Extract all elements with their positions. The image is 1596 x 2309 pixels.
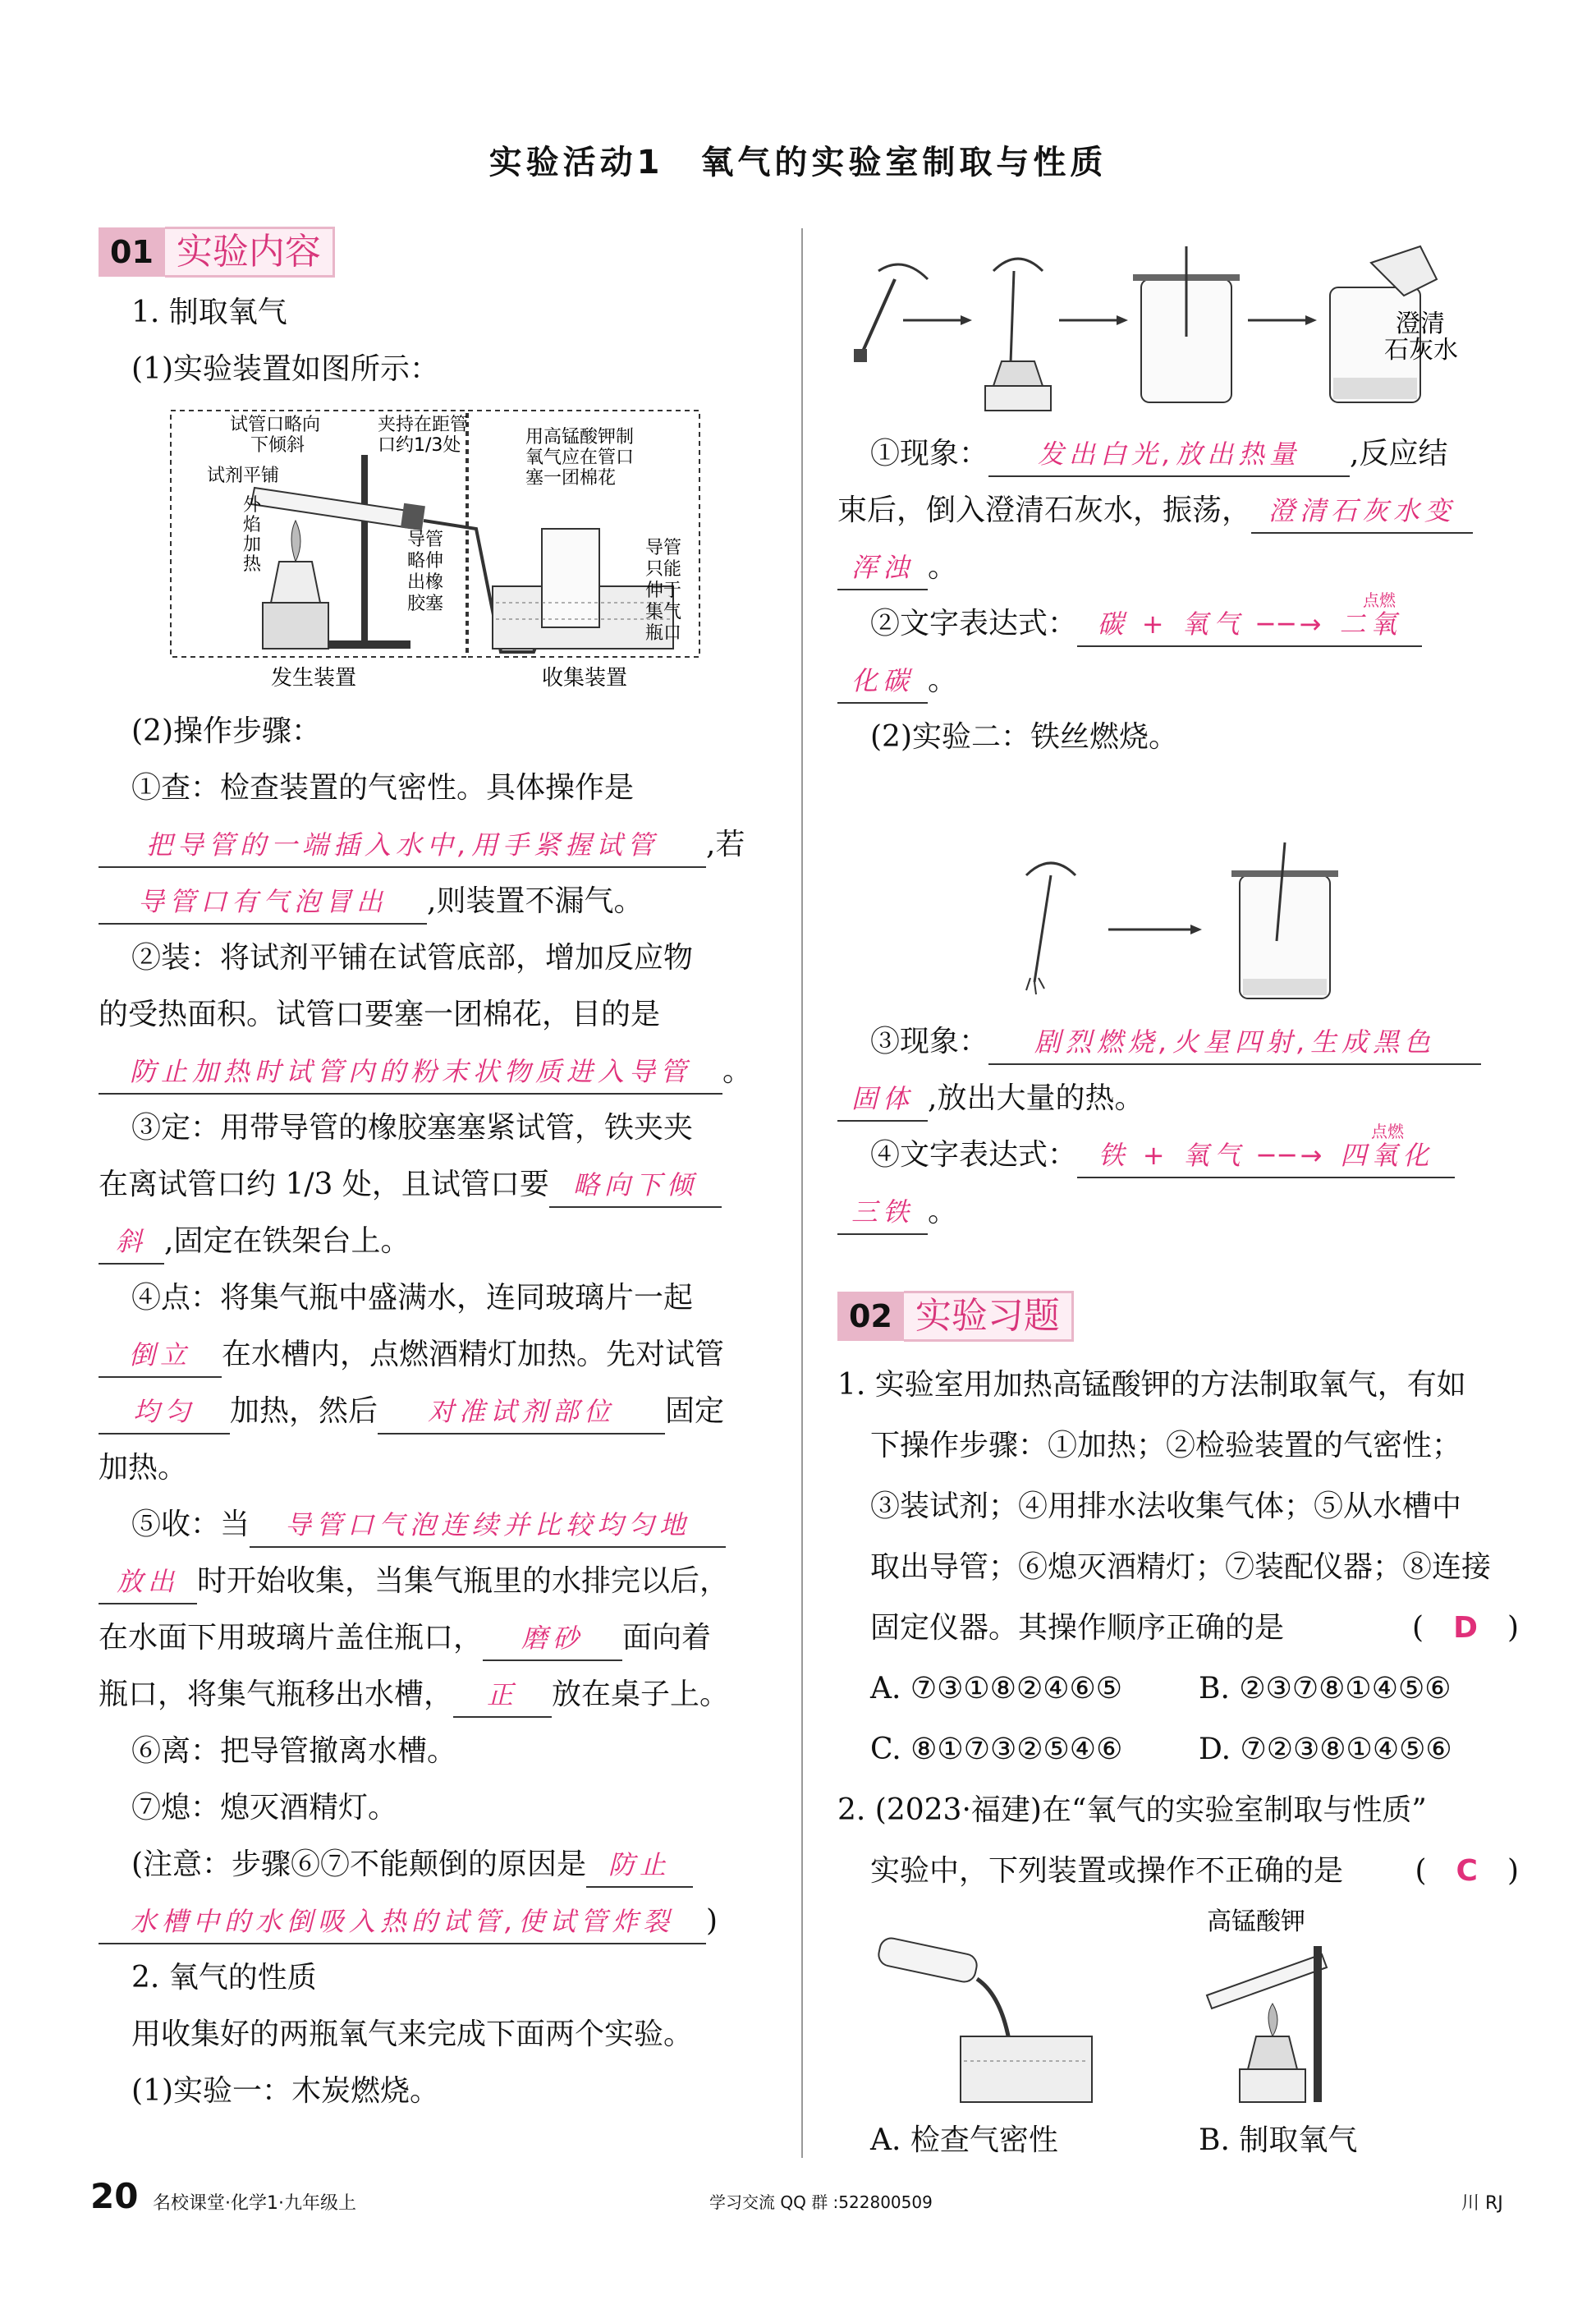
text-line: ④点：将集气瓶中盛满水，连同玻璃片一起 — [131, 1281, 694, 1315]
text-span: ,放出大量的热。 — [928, 1081, 1144, 1115]
right-column-block-1 — [837, 425, 1519, 765]
text-span: (注意：步骤⑥⑦不能颠倒的原因是 — [131, 1848, 587, 1881]
annotation-clamp-2: 口约1/3处 — [378, 435, 461, 456]
question-1-line: 取出导管；⑥熄灭酒精灯；⑦装配仪器；⑧连接 — [870, 1550, 1492, 1584]
annotation-spread: 试剂平铺 — [207, 466, 280, 486]
answer-blank[interactable]: 斜 — [99, 1220, 164, 1265]
section-label: 实验习题 — [904, 1291, 1074, 1342]
heading-prepare-oxygen: 1. 制取氧气 — [131, 296, 287, 329]
column-divider — [801, 228, 803, 2158]
answer-blank[interactable]: 碳 + 氧气 ──→ 二氧 — [1077, 603, 1422, 647]
answer-blank[interactable]: 放出 — [99, 1560, 197, 1604]
answer-blank[interactable]: 磨砂 — [483, 1617, 622, 1661]
text-span: 时开始收集，当集气瓶里的水排完以后， — [197, 1564, 730, 1598]
text-span: 加热，然后 — [230, 1394, 378, 1428]
page-title: 实验活动1 氧气的实验室制取与性质 — [488, 144, 1108, 181]
answer-line — [99, 1893, 772, 1949]
answer-blank[interactable]: 导管口有气泡冒出 — [99, 880, 427, 925]
answer-line — [837, 1013, 1519, 1070]
answer-blank[interactable]: 导管口气泡连续并比较均匀地 — [250, 1503, 726, 1548]
annotation-bottle-4: 集气 — [645, 602, 682, 622]
answer-line — [837, 1122, 1519, 1183]
section-header-02 — [837, 1291, 1074, 1342]
answer-blank[interactable]: 固体 — [837, 1077, 928, 1122]
text-span: 瓶口，将集气瓶移出水槽， — [99, 1678, 454, 1711]
answer-line — [837, 1070, 1519, 1127]
annotation-tilt: 试管口略向 — [230, 415, 321, 435]
page-number: 20 — [90, 2176, 139, 2216]
text-line: ⑥离：把导管撤离水槽。 — [131, 1734, 457, 1768]
annotation-tube-2: 略伸 — [407, 551, 444, 572]
annotation-tube-4: 胶塞 — [407, 594, 444, 614]
question-2-stem-end: 实验中，下列装置或操作不正确的是 ( C ) — [870, 1854, 1519, 1888]
answer-line — [99, 1043, 772, 1099]
annotation-tube-3: 出橡 — [407, 572, 444, 593]
answer-choice[interactable]: C — [1456, 1854, 1478, 1888]
section-header-01 — [99, 227, 335, 278]
text-span: 在离试管口约 1/3 处，且试管口要 — [99, 1168, 549, 1201]
text-span: 。 — [928, 1195, 958, 1228]
answer-blank[interactable]: 略向下倾 — [549, 1164, 722, 1208]
text-line: (2)操作步骤： — [131, 714, 321, 748]
answer-line — [99, 1326, 772, 1383]
caption-b: B. 制取氧气 — [1199, 2123, 1358, 2157]
answer-blank[interactable]: 浑浊 — [837, 546, 928, 590]
answer-blank[interactable]: 对准试剂部位 — [378, 1390, 665, 1435]
answer-line — [99, 1836, 772, 1893]
answer-line — [837, 482, 1519, 539]
question-1-stem-end: 固定仪器。其操作顺序正确的是 ( D ) — [870, 1611, 1519, 1645]
answer-blank[interactable]: 剧烈燃烧,火星四射,生成黑色 — [988, 1021, 1481, 1065]
answer-line — [99, 816, 772, 873]
answer-line — [99, 1666, 772, 1723]
section-number: 02 — [837, 1292, 904, 1341]
annotation-cotton-2: 氧气应在管口 — [525, 448, 635, 468]
option-d[interactable]: D. ⑦②③⑧①④⑤⑥ — [1199, 1733, 1452, 1766]
option-b[interactable]: B. ②③⑦⑧①④⑤⑥ — [1199, 1672, 1452, 1705]
caption-collection: 收集装置 — [542, 666, 628, 691]
answer-blank[interactable]: 水槽中的水倒吸入热的试管,使试管炸裂 — [99, 1900, 706, 1944]
annotation-flame-4: 热 — [243, 554, 262, 575]
answer-blank[interactable]: 倒立 — [99, 1334, 222, 1378]
annotation-flame-1: 外 — [243, 495, 262, 516]
answer-line — [99, 1156, 772, 1213]
text-line: ②装：将试剂平铺在试管底部，增加反应物 — [131, 941, 694, 975]
annotation-bottle-5: 瓶口 — [645, 623, 682, 644]
annotation-bottle-1: 导管 — [645, 538, 682, 558]
text-line: ③定：用带导管的橡胶塞塞紧试管，铁夹夹 — [131, 1111, 694, 1145]
annotation-bottle-2: 只能 — [645, 559, 682, 580]
question-1-line: 1. 实验室用加热高锰酸钾的方法制取氧气，有如 — [837, 1368, 1466, 1402]
text-span: ,若 — [706, 828, 745, 861]
text-span: 在水槽内，点燃酒精灯加热。先对试管 — [222, 1338, 725, 1371]
reaction-condition: 点燃 — [1363, 590, 1396, 610]
text-span: ③现象： — [870, 1025, 989, 1058]
qq-group: 学习交流 QQ 群 :522800509 — [709, 2192, 933, 2212]
text-span: 固定仪器。其操作顺序正确的是 — [870, 1611, 1285, 1645]
answer-line — [837, 539, 1519, 595]
question-1-line: 下操作步骤：①加热；②检验装置的气密性； — [870, 1429, 1462, 1462]
label-limewater-2: 石灰水 — [1384, 336, 1458, 365]
text-span: 放在桌子上。 — [552, 1678, 730, 1711]
annotation-flame-2: 焰 — [243, 515, 262, 535]
text-span: ,反应结 — [1350, 437, 1448, 471]
answer-line — [99, 873, 772, 930]
text-line: ①查：检查装置的气密性。具体操作是 — [131, 771, 635, 805]
annotation-cotton: 用高锰酸钾制 — [525, 427, 635, 448]
option-c[interactable]: C. ⑧①⑦③②⑤④⑥ — [870, 1733, 1123, 1766]
options-row — [837, 1659, 1519, 1719]
answer-blank[interactable]: 铁 + 氧气 ──→ 四氧化 — [1077, 1134, 1455, 1178]
apparatus-figure — [164, 406, 706, 701]
text-span: 实验中，下列装置或操作不正确的是 — [870, 1854, 1344, 1888]
answer-line — [837, 590, 1519, 652]
annotation-tube-1: 导管 — [407, 530, 444, 550]
annotation-cotton-3: 塞一团棉花 — [525, 468, 617, 489]
section-number: 01 — [99, 227, 165, 277]
text-span: 。 — [928, 663, 958, 697]
answer-blank[interactable]: 发出白光,放出热量 — [988, 433, 1350, 477]
options-row — [837, 1719, 1519, 1780]
text-span: ⑤收：当 — [131, 1508, 250, 1541]
answer-line — [837, 1183, 1519, 1240]
text-line: (2)实验二：铁丝燃烧。 — [870, 720, 1178, 754]
answer-blank[interactable]: 均匀 — [99, 1390, 230, 1435]
text-span: ④文字表达式： — [870, 1138, 1078, 1172]
charcoal-experiment-figure — [846, 222, 1519, 419]
answer-blank[interactable]: 把导管的一端插入水中,用手紧握试管 — [99, 824, 706, 868]
iron-wire-experiment-figure — [985, 826, 1412, 1007]
text-span: ②文字表达式： — [870, 607, 1078, 640]
heading-oxygen-properties: 2. 氧气的性质 — [131, 1961, 317, 1995]
text-span: 。 — [722, 1054, 753, 1088]
left-column-main — [99, 703, 772, 2119]
edition-mark: 川 RJ — [1461, 2193, 1503, 2214]
text-span: ) — [706, 1904, 718, 1938]
answer-line — [99, 1496, 772, 1553]
caption-a: A. 检查气密性 — [870, 2123, 1058, 2157]
answer-blank[interactable]: 化碳 — [837, 659, 928, 704]
annotation-bottle-3: 伸于 — [645, 581, 682, 601]
answer-blank[interactable]: 三铁 — [837, 1191, 928, 1235]
text-line: (1)实验装置如图所示： — [131, 352, 439, 386]
answer-blank[interactable]: 澄清石灰水变 — [1251, 489, 1473, 534]
text-span: 束后，倒入澄清石灰水，振荡， — [837, 493, 1252, 527]
option-a[interactable]: A. ⑦③①⑧②④⑥⑤ — [870, 1672, 1123, 1705]
right-column-exercises — [837, 1355, 1519, 1902]
text-line: (1)实验一：木炭燃烧。 — [131, 2074, 439, 2108]
annotation-clamp: 夹持在距管 — [378, 415, 469, 435]
text-line: 用收集好的两瓶氧气来完成下面两个实验。 — [131, 2018, 694, 2051]
answer-line — [837, 425, 1519, 482]
answer-line — [837, 652, 1519, 709]
text-line: ⑦熄：熄灭酒精灯。 — [131, 1791, 398, 1825]
answer-blank[interactable]: 防止加热时试管内的粉末状物质进入导管 — [99, 1050, 722, 1095]
text-span: ①现象： — [870, 437, 989, 471]
answer-blank[interactable]: 正 — [453, 1673, 552, 1718]
text-span: 固定 — [665, 1394, 725, 1428]
answer-line — [99, 1383, 772, 1439]
right-column-block-2 — [837, 1013, 1519, 1240]
text-line: 加热。 — [99, 1451, 188, 1485]
label-limewater-1: 澄清 — [1396, 310, 1445, 338]
text-span: 在水面下用玻璃片盖住瓶口， — [99, 1621, 484, 1655]
answer-blank[interactable]: 防止 — [586, 1843, 693, 1888]
caption-generation: 发生装置 — [271, 666, 357, 691]
text-span: ,固定在铁架台上。 — [164, 1224, 410, 1258]
label-potassium-permanganate: 高锰酸钾 — [1207, 1907, 1305, 1936]
text-span: ,则装置不漏气。 — [427, 884, 644, 918]
book-title: 名校课堂·化学1·九年级上 — [153, 2193, 356, 2214]
answer-line — [99, 1213, 772, 1269]
question-1-line: ③装试剂；④用排水法收集气体；⑤从水槽中 — [870, 1490, 1462, 1523]
left-column-top — [99, 284, 772, 397]
annotation-tilt-2: 下倾斜 — [250, 435, 305, 456]
reaction-condition: 点燃 — [1371, 1122, 1404, 1141]
text-span: 面向着 — [622, 1621, 712, 1655]
question-2-line: 2. (2023·福建)在“氧气的实验室制取与性质” — [837, 1793, 1427, 1827]
question-2-figures — [862, 1905, 1387, 2110]
text-line: 的受热面积。试管口要塞一团棉花，目的是 — [99, 998, 661, 1031]
answer-choice[interactable]: D — [1453, 1611, 1478, 1645]
answer-line — [99, 1609, 772, 1666]
answer-line — [99, 1553, 772, 1609]
section-label: 实验内容 — [165, 227, 335, 278]
text-span: 。 — [928, 550, 958, 584]
annotation-flame-3: 加 — [243, 535, 262, 555]
